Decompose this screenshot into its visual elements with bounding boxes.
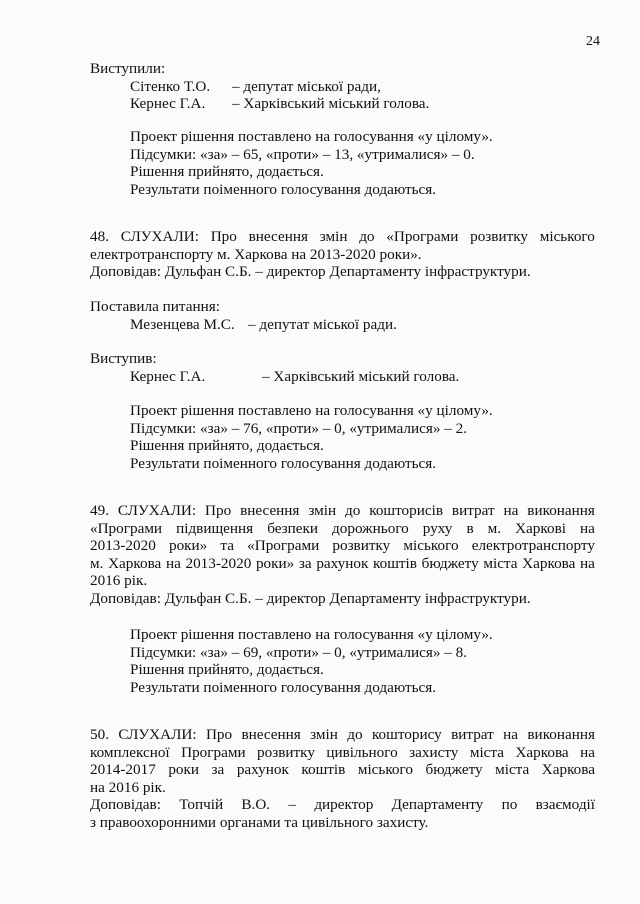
item-text-line: «Програми підвищення безпеки дорожнього руху в м. Харкові на: [90, 519, 595, 537]
vote-line: Результати поіменного голосування додаються.: [130, 678, 437, 696]
vote-line: Рішення прийнято, додається.: [130, 437, 324, 455]
asked-heading: Поставила питання:: [90, 298, 220, 315]
vote-line: Проект рішення поставлено на голосування «у цілому».: [130, 626, 493, 643]
vote-line: Результати поіменного голосування додаються.: [130, 180, 437, 198]
vote-result-block-49: [90, 626, 595, 696]
spoke-block-48: [90, 350, 595, 385]
item-text-line: комплексної Програми розвитку цивільного захисту міста Харкова на: [90, 743, 595, 761]
reporter-line: Доповідав: Топчій В.О. – директор Департаменту по взаємодії: [90, 796, 595, 814]
item-text-line: на 2016 рік.: [90, 778, 166, 796]
item-text-line: 2014-2017 роки за рахунок коштів міського бюджету міста Харкова: [90, 761, 595, 779]
vote-line: Підсумки: «за» – 76, «проти» – 0, «утрималися» – 2.: [130, 419, 468, 437]
item-text-line: електротранспорту м. Харкова на 2013-2020 роки».: [90, 245, 422, 263]
speaker-row: [90, 95, 595, 113]
speaker-name: Мезенцева М.С.: [130, 315, 235, 333]
vote-result-block-1: [90, 128, 595, 198]
vote-result-block-48: [90, 402, 595, 472]
item-text-line: 2016 рік.: [90, 572, 148, 590]
item-text-line: 2013-2020 роки» та «Програми розвитку міського електротранспорту: [90, 537, 595, 555]
speakers-block-1: [90, 60, 595, 113]
vote-line: Підсумки: «за» – 69, «проти» – 0, «утрималися» – 8.: [130, 643, 468, 661]
item-text-line: м. Харкова на 2013-2020 роки» за рахунок коштів бюджету міста Харкова на: [90, 554, 595, 572]
spoke-heading: Виступив:: [90, 350, 157, 367]
speaker-role: – Харківський міський голова.: [262, 367, 460, 385]
item-text-line: 48. СЛУХАЛИ: Про внесення змін до «Програми розвитку міського: [90, 228, 595, 245]
page-number: 24: [586, 34, 600, 49]
agenda-item-50: [90, 726, 595, 832]
vote-line: Результати поіменного голосування додаються.: [130, 454, 437, 472]
speaker-row: [90, 78, 595, 96]
vote-line: Підсумки: «за» – 65, «проти» – 13, «утрималися» – 0.: [130, 145, 475, 163]
speaker-role: – депутат міської ради,: [232, 77, 381, 95]
agenda-item-49: [90, 502, 595, 608]
vote-line: Проект рішення поставлено на голосування «у цілому».: [130, 402, 493, 419]
vote-line: Рішення прийнято, додається.: [130, 661, 324, 679]
speaker-name: Кернес Г.А.: [130, 367, 206, 385]
vote-line: Проект рішення поставлено на голосування «у цілому».: [130, 128, 493, 145]
asked-block-48: [90, 298, 595, 333]
item-text-line: 50. СЛУХАЛИ: Про внесення змін до кошторису витрат на виконання: [90, 726, 595, 743]
agenda-item-48: [90, 228, 595, 281]
speaker-row: [90, 368, 595, 386]
speaker-row: [90, 316, 595, 334]
reporter-line: Доповідав: Дульфан С.Б. – директор Департаменту інфраструктури.: [90, 589, 531, 607]
speaker-role: – депутат міської ради.: [248, 315, 397, 333]
reporter-line: з правоохоронними органами та цивільного захисту.: [90, 813, 429, 831]
speaker-role: – Харківський міський голова.: [232, 95, 430, 113]
speaker-name: Кернес Г.А.: [130, 95, 206, 113]
speaker-name: Сітенко Т.О.: [130, 77, 211, 95]
item-text-line: 49. СЛУХАЛИ: Про внесення змін до кошторисів витрат на виконання: [90, 502, 595, 519]
vote-line: Рішення прийнято, додається.: [130, 163, 324, 181]
reporter-line: Доповідав: Дульфан С.Б. – директор Департаменту інфраструктури.: [90, 263, 531, 281]
speakers-heading: Виступили:: [90, 60, 166, 77]
